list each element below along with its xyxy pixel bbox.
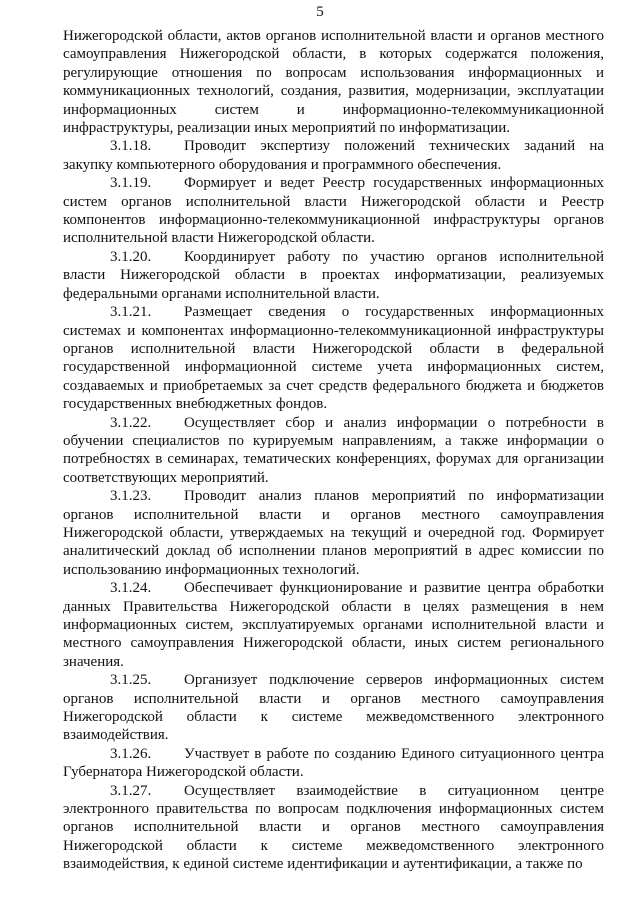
paragraph-text: Формирует и ведет Реестр государственных информационных систем органов исполнительной власти Нижегородской области и Реестр компонентов информационно-телекоммуникационной инфраструктуры органов исполнительной власти Нижегородской области. [63, 175, 604, 247]
clause-number: 3.1.27. [110, 782, 152, 799]
clause-number: 3.1.25. [110, 672, 152, 689]
paragraph-3-1-22 [63, 414, 604, 488]
paragraph-3-1-25 [63, 671, 604, 745]
clause-number: 3.1.20. [110, 248, 152, 265]
paragraph-text: Координирует работу по участию органов исполнительной власти Нижегородской области в проектах информатизации, реализуемых федеральными органами исполнительной власти. [63, 248, 604, 302]
paragraph-3-1-23 [63, 487, 604, 579]
paragraph-text: Осуществляет сбор и анализ информации о потребности в обучении специалистов по курируемым направлениям, а также информации о потребностях в семинарах, тематических конференциях, форумах для организации соответствующих мероприятий. [63, 414, 604, 486]
clause-number: 3.1.26. [110, 745, 152, 762]
paragraph-3-1-24 [63, 579, 604, 671]
paragraph-3-1-19 [63, 174, 604, 248]
clause-number: 3.1.19. [110, 175, 152, 192]
clause-number: 3.1.18. [110, 138, 152, 155]
paragraph-3-1-27 [63, 782, 604, 874]
paragraph-3-1-20 [63, 248, 604, 303]
paragraph-text: Размещает сведения о государственных информационных системах и компонентах информационно-телекоммуникационной инфраструктуры органов исполнительной власти Нижегородской области в федеральной государственной информационной системе учета информационных систем, создаваемых и приобретаемых за счет средств федерального бюджета и бюджетов государственных внебюджетных фондов. [63, 304, 604, 413]
paragraph-3-1-18 [63, 137, 604, 174]
page-number: 5 [316, 4, 324, 20]
clause-number: 3.1.21. [110, 304, 152, 321]
paragraph-text: Нижегородской области, актов органов исполнительной власти и органов местного самоуправления Нижегородской области, в которых содержатся положения, регулирующие отношения по вопросам использования информационных и коммуникационных технологий, создания, развития, модернизации, эксплуатации информационных систем и информационно-телекоммуникационной инфраструктуры, реализации иных мероприятий по информатизации. [63, 28, 604, 137]
paragraph-continuation [63, 27, 604, 137]
clause-number: 3.1.22. [110, 414, 152, 431]
paragraph-text: Организует подключение серверов информационных систем органов исполнительной власти и органов местного самоуправления Нижегородской области к системе межведомственного электронного взаимодействия. [63, 672, 604, 744]
paragraph-text: Проводит анализ планов мероприятий по информатизации органов исполнительной власти и органов местного самоуправления Нижегородской области, утверждаемых на текущий и очередной год. Формирует аналитический доклад об исполнении планов мероприятий в адрес комиссии по использованию информационных технологий. [63, 488, 604, 578]
paragraph-3-1-21 [63, 303, 604, 413]
clause-number: 3.1.24. [110, 580, 152, 597]
clause-number: 3.1.23. [110, 488, 152, 505]
paragraph-text: Обеспечивает функционирование и развитие центра обработки данных Правительства Нижегородской области в целях размещения в нем информационных систем, эксплуатируемых органами исполнительной власти и местного самоуправления Нижегородской области, иных систем регионального значения. [63, 580, 604, 670]
document-body [63, 27, 604, 874]
paragraph-text: Участвует в работе по созданию Единого ситуационного центра Губернатора Нижегородской области. [63, 745, 604, 781]
paragraph-text: Осуществляет взаимодействие в ситуационном центре электронного правительства по вопросам подключения информационных систем органов исполнительной власти и органов местного самоуправления Нижегородской области к системе межведомственного электронного взаимодействия, к единой системе идентификации и аутентификации, а также по [63, 782, 604, 873]
paragraph-text: Проводит экспертизу положений технических заданий на закупку компьютерного оборудования и программного обеспечения. [63, 138, 604, 173]
paragraph-3-1-26 [63, 745, 604, 782]
